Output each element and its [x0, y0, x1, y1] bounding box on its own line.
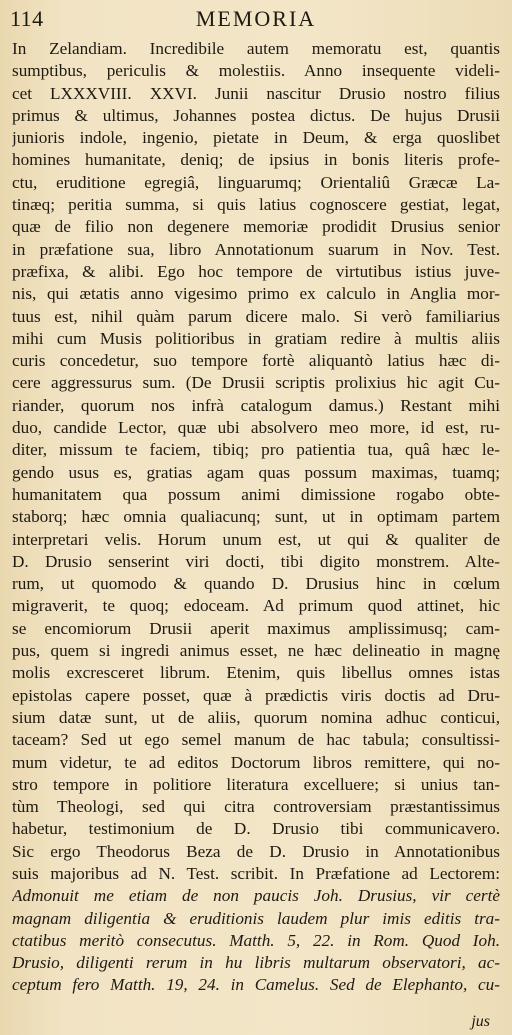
text-line: humanitatem qua possum animi dimissione rogabo obte-: [12, 484, 500, 504]
page-header: [6, 4, 506, 32]
text-line: stro tempore in politiore literatura excelluere; si unius tan-: [12, 774, 500, 794]
text-line: ctu, eruditione egregiâ, linguarumq; Orientaliû Græcæ La-: [12, 172, 500, 192]
text-line: Admonuit me etiam de non paucis Joh. Drusius, vir certè: [12, 886, 500, 906]
text-line: se encomiorum Drusii aperit maximus amplissimusq; cam-: [12, 618, 500, 638]
text-line: tinæq; peritia summa, si quis latius cognoscere gestiat, legat,: [12, 195, 500, 215]
text-line: Drusio, diligenti rerum in hu libris multarum observatori, ac-: [12, 953, 500, 973]
text-line: D. Drusio senserint viri docti, tibi digito monstrem. Alte-: [12, 551, 500, 571]
text-line: epistolas capere posset, quæ à prædictis viris doctis ad Dru-: [12, 685, 500, 705]
text-line: In Zelandiam. Incredibile autem memoratu est, quantis: [12, 39, 500, 58]
text-line: primus & ultimus, Johannes postea dictus. De hujus Drusii: [12, 105, 500, 125]
text-line: mihi cum Musis politioribus in gratiam redire à multis aliis: [12, 328, 500, 348]
text-line: gendo usus es, gratias agam quas possum maximas, tuamq;: [12, 462, 500, 482]
text-line: suis majoribus ad N. Test. scribit. In Præfatione ad Lectorem:: [12, 863, 500, 883]
text-line: mum videtur, te ad editos Doctorum libros remittere, qui no-: [12, 752, 500, 772]
text-line: in præfatione sua, libro Annotationum suarum in Nov. Test.: [12, 239, 500, 259]
text-line: tuus est, nihil quàm parum dicere malo. Si verò familiarius: [12, 306, 500, 326]
catchword: jus: [471, 1013, 490, 1030]
text-line: habetur, testimonium de D. Drusio tibi communicavero.: [12, 819, 500, 839]
text-line: ceptum fero Matth. 19, 24. in Camelus. Sed de Elephanto, cu-: [12, 975, 500, 995]
text-line: interpretari velis. Horum unum est, ut qui & qualiter de: [12, 529, 500, 549]
text-line: quæ de filio non degenere memoriæ prodidit Drusius senior: [12, 217, 500, 237]
text-line: duo, candide Lector, quæ ubi absolvero meo more, id est, ru-: [12, 418, 500, 438]
text-line: pus, quem si ingredi animus esset, ne hæc delineatio in magnę: [12, 641, 500, 661]
text-line: tùm Theologi, sed qui citra controversiam præstantissimus: [12, 797, 500, 817]
page-number: 114: [10, 6, 44, 31]
text-line: ctatibus meritò consecutus. Matth. 5, 22. in Rom. Quod Ioh.: [12, 930, 500, 950]
text-line: curis concedetur, suo tempore fortè aliquantò latius hæc di-: [12, 351, 500, 371]
text-line: diter, missum te faciem, tibiq; pro patientia tua, quâ hæc le-: [12, 440, 500, 460]
text-line: homines humanitate, deniq; de ipsius in bonis literis profe-: [12, 150, 500, 170]
text-line: Sic ergo Theodorus Beza de D. Drusio in Annotationibus: [12, 841, 500, 861]
text-line: migraverit, te quoq; edoceam. Ad primum quod attinet, hic: [12, 596, 500, 616]
text-line: riander, quorum nos infrà catalogum damus.) Restant mihi: [12, 395, 500, 415]
text-line: nis, qui ætatis anno vigesimo primo ex calculo in Anglia mor-: [12, 284, 500, 304]
text-line: cet LXXXVIII. XXVI. Junii nascitur Drusio nostro filius: [12, 83, 500, 103]
text-line: cere aggressurus sum. (De Drusii scriptis prolixius hic agit Cu-: [12, 373, 500, 393]
text-line: præfixa, & alibi. Ego hoc tempore de virtutibus istius juve-: [12, 261, 500, 281]
text-line: sium datæ sunt, ut de aliis, quorum nomina adhuc conticui,: [12, 707, 500, 727]
text-line: junioris indole, ingenio, pietate in Deum, & erga quoslibet: [12, 128, 500, 148]
text-line: sumptibus, periculis & molestiis. Anno insequente videli-: [12, 61, 500, 81]
running-head: MEMORIA: [195, 6, 317, 31]
text-line: molis excresceret librum. Etenim, quis libellus omnes istas: [12, 663, 500, 683]
text-line: taceam? Sed ut ego semel manum de hac tabula; consultissi-: [12, 730, 500, 750]
text-line: staborq; hæc omnia qualiacunq; sunt, ut in optimam partem: [12, 507, 500, 527]
text-line: rum, ut quomodo & quando D. Drusius hinc in cœlum: [12, 574, 500, 594]
page-body: [12, 38, 500, 997]
text-line: magnam diligentia & eruditionis laudem plur imis editis tra-: [12, 908, 500, 928]
